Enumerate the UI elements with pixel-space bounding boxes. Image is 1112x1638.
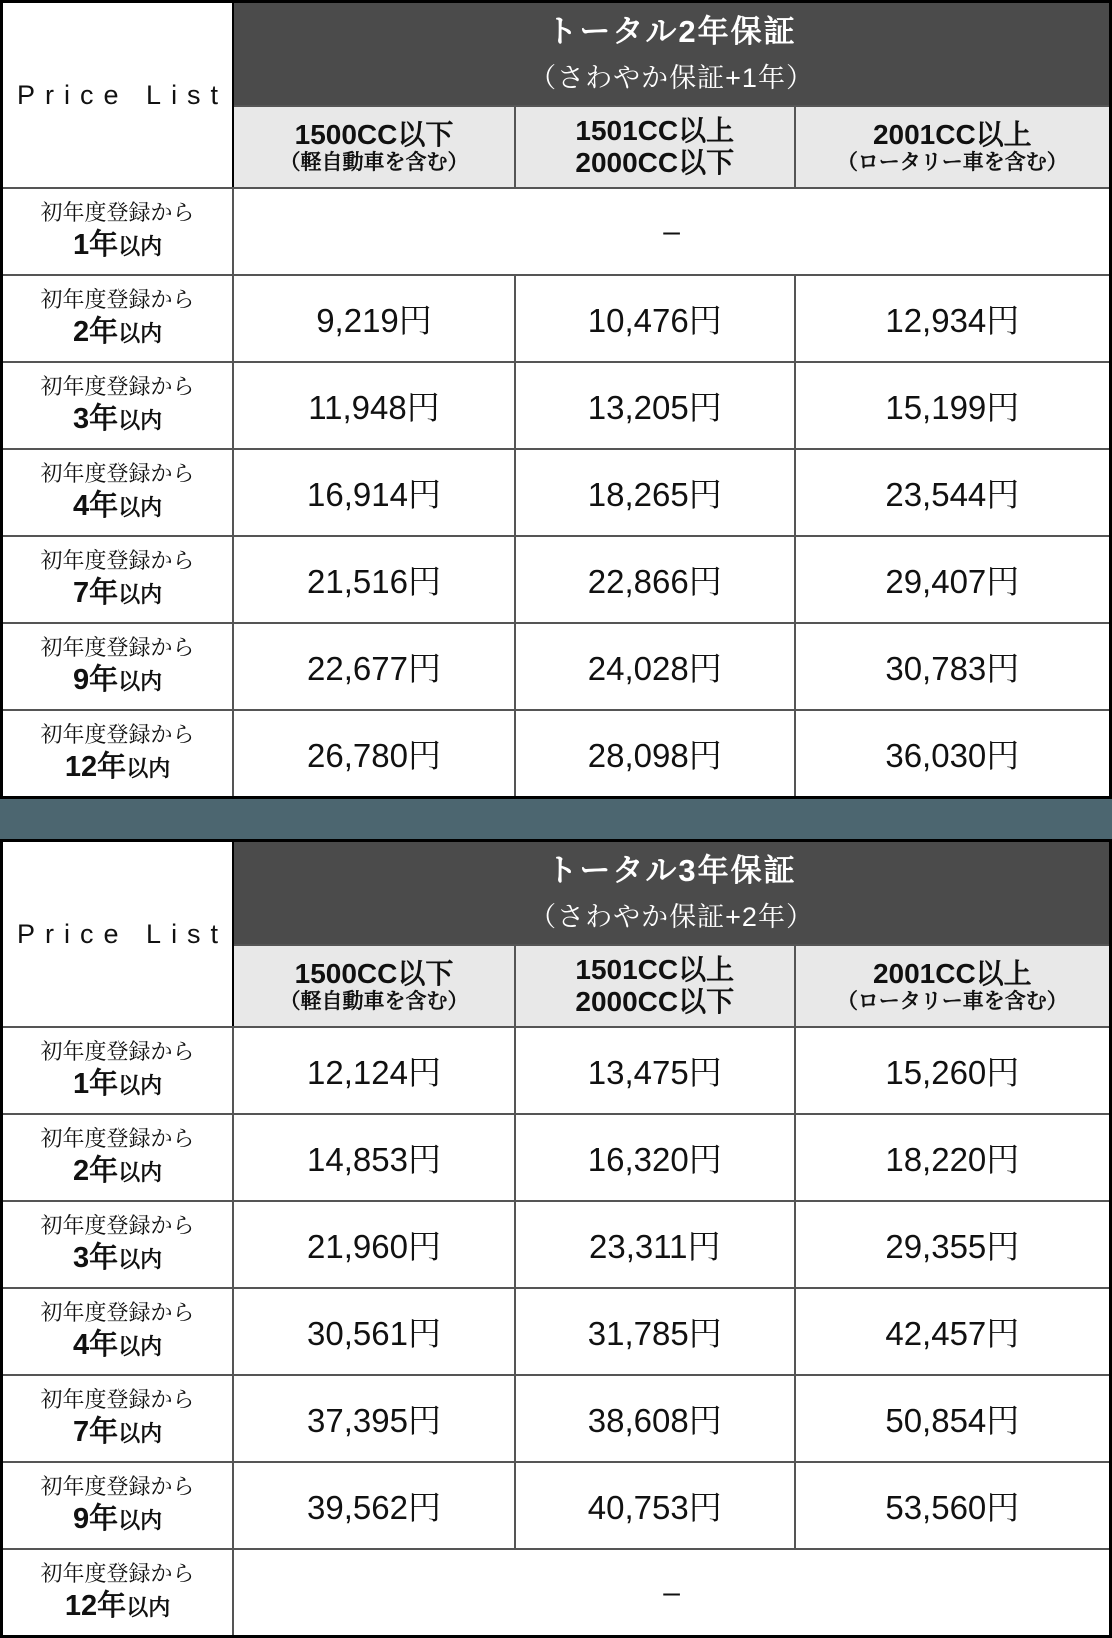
price-cell: 23,311円 [515, 1201, 795, 1288]
warranty-subtitle: （さわやか保証+1年） [529, 62, 814, 93]
price-cell: 16,914円 [233, 449, 515, 536]
empty-price-cell: – [233, 188, 1110, 275]
row-label-suffix: 以内 [118, 1246, 163, 1272]
table-row [2, 188, 1111, 275]
table-row [2, 1288, 1111, 1375]
row-label-prefix: 初年度登録から [40, 1213, 195, 1239]
price-cell: 12,124円 [233, 1027, 515, 1114]
column-header-sub: 2000CC以下 [575, 986, 735, 1017]
row-label-term: 4年 [72, 1328, 119, 1361]
warranty-table-3year-slot [0, 839, 1112, 1638]
price-list-label: Price List [2, 841, 234, 1028]
row-label-suffix: 以内 [118, 1159, 163, 1185]
price-cell: 15,260円 [795, 1027, 1111, 1114]
row-label [2, 362, 234, 449]
table-row [2, 1027, 1111, 1114]
row-label-term: 12年 [64, 750, 127, 783]
table-row [2, 623, 1111, 710]
table-row [2, 710, 1111, 798]
row-label [2, 1288, 234, 1375]
column-header-sub: （ロータリー車を含む） [836, 151, 1068, 175]
column-header-main: 1501CC以上 [575, 953, 735, 985]
column-header [795, 106, 1111, 188]
row-label-prefix: 初年度登録から [40, 374, 195, 400]
row-label-term: 3年 [72, 402, 119, 435]
row-label-period [3, 1502, 232, 1537]
separator-band [0, 799, 1112, 839]
row-label-prefix: 初年度登録から [40, 635, 195, 661]
row-label-prefix: 初年度登録から [40, 461, 195, 487]
row-label-term: 9年 [72, 1502, 119, 1535]
column-header-sub: （ロータリー車を含む） [836, 990, 1068, 1014]
warranty-title-cell [233, 2, 1110, 107]
price-cell: 28,098円 [515, 710, 795, 798]
row-label-prefix: 初年度登録から [40, 1039, 195, 1065]
row-label-suffix: 以内 [118, 1420, 163, 1446]
price-cell: 30,783円 [795, 623, 1111, 710]
column-header-main: 1500CC以下 [294, 118, 454, 150]
row-label [2, 1375, 234, 1462]
row-label [2, 1114, 234, 1201]
price-cell: 21,960円 [233, 1201, 515, 1288]
column-header [795, 945, 1111, 1027]
row-label-suffix: 以内 [118, 233, 163, 259]
price-cell: 13,475円 [515, 1027, 795, 1114]
row-label [2, 275, 234, 362]
row-label [2, 623, 234, 710]
row-label-prefix: 初年度登録から [40, 287, 195, 313]
row-label-term: 7年 [72, 1415, 119, 1448]
row-label-period [3, 1154, 232, 1189]
column-header-sub: （軽自動車を含む） [279, 990, 469, 1014]
price-cell: 12,934円 [795, 275, 1111, 362]
table-row [2, 449, 1111, 536]
price-cell: 40,753円 [515, 1462, 795, 1549]
row-label-prefix: 初年度登録から [40, 548, 195, 574]
price-cell: 30,561円 [233, 1288, 515, 1375]
table-row [2, 1375, 1111, 1462]
price-cell: 22,677円 [233, 623, 515, 710]
price-cell: 39,562円 [233, 1462, 515, 1549]
price-cell: 24,028円 [515, 623, 795, 710]
row-label-period [3, 1415, 232, 1450]
row-label-period [3, 663, 232, 698]
row-label-suffix: 以内 [126, 755, 171, 781]
row-label-suffix: 以内 [118, 1507, 163, 1533]
column-header-main: 1500CC以下 [294, 957, 454, 989]
table-row [2, 536, 1111, 623]
price-cell: 18,265円 [515, 449, 795, 536]
column-header [515, 945, 795, 1027]
column-header-main: 2001CC以上 [872, 118, 1032, 150]
row-label-prefix: 初年度登録から [40, 722, 195, 748]
price-cell: 22,866円 [515, 536, 795, 623]
price-cell: 23,544円 [795, 449, 1111, 536]
price-cell: 10,476円 [515, 275, 795, 362]
price-cell: 16,320円 [515, 1114, 795, 1201]
row-label-term: 2年 [72, 315, 119, 348]
row-label-prefix: 初年度登録から [40, 200, 195, 226]
warranty-title: トータル3年保証 [546, 853, 797, 889]
column-header-sub: （軽自動車を含む） [279, 151, 469, 175]
row-label-term: 4年 [72, 489, 119, 522]
row-label [2, 1027, 234, 1114]
table-row [2, 1201, 1111, 1288]
column-header-main: 1501CC以上 [575, 114, 735, 146]
row-label-period [3, 576, 232, 611]
row-label-period [3, 228, 232, 263]
row-label-period [3, 315, 232, 350]
row-label-suffix: 以内 [118, 407, 163, 433]
price-table [0, 0, 1112, 799]
column-header [515, 106, 795, 188]
row-label-suffix: 以内 [118, 1333, 163, 1359]
row-label-prefix: 初年度登録から [40, 1387, 195, 1413]
warranty-title-cell [233, 841, 1110, 946]
price-table [0, 839, 1112, 1638]
table-row [2, 1549, 1111, 1637]
price-cell: 26,780円 [233, 710, 515, 798]
price-cell: 14,853円 [233, 1114, 515, 1201]
row-label-term: 3年 [72, 1241, 119, 1274]
price-cell: 53,560円 [795, 1462, 1111, 1549]
price-cell: 18,220円 [795, 1114, 1111, 1201]
row-label-period [3, 750, 232, 785]
empty-price-cell: – [233, 1549, 1110, 1637]
row-label-period [3, 489, 232, 524]
row-label-suffix: 以内 [126, 1594, 171, 1620]
warranty-subtitle: （さわやか保証+2年） [529, 901, 814, 932]
row-label-suffix: 以内 [118, 494, 163, 520]
row-label-period [3, 1067, 232, 1102]
row-label-period [3, 402, 232, 437]
price-cell: 15,199円 [795, 362, 1111, 449]
row-label [2, 1549, 234, 1637]
row-label [2, 536, 234, 623]
column-header [233, 945, 515, 1027]
price-cell: 29,355円 [795, 1201, 1111, 1288]
row-label-prefix: 初年度登録から [40, 1561, 195, 1587]
row-label-period [3, 1589, 232, 1624]
column-header-main: 2001CC以上 [872, 957, 1032, 989]
row-label-period [3, 1328, 232, 1363]
row-label-prefix: 初年度登録から [40, 1474, 195, 1500]
column-header-sub: 2000CC以下 [575, 147, 735, 178]
table-row [2, 362, 1111, 449]
row-label-suffix: 以内 [118, 1072, 163, 1098]
row-label-suffix: 以内 [118, 668, 163, 694]
row-label [2, 710, 234, 798]
table-row [2, 1114, 1111, 1201]
column-header [233, 106, 515, 188]
row-label-term: 9年 [72, 663, 119, 696]
price-cell: 38,608円 [515, 1375, 795, 1462]
row-label [2, 449, 234, 536]
price-cell: 31,785円 [515, 1288, 795, 1375]
price-cell: 9,219円 [233, 275, 515, 362]
row-label-term: 12年 [64, 1589, 127, 1622]
price-cell: 13,205円 [515, 362, 795, 449]
warranty-title: トータル2年保証 [546, 14, 797, 50]
row-label [2, 1201, 234, 1288]
table-row [2, 1462, 1111, 1549]
row-label-term: 2年 [72, 1154, 119, 1187]
price-cell: 11,948円 [233, 362, 515, 449]
row-label [2, 1462, 234, 1549]
row-label-prefix: 初年度登録から [40, 1300, 195, 1326]
row-label-prefix: 初年度登録から [40, 1126, 195, 1152]
price-cell: 29,407円 [795, 536, 1111, 623]
row-label-term: 7年 [72, 576, 119, 609]
price-cell: 21,516円 [233, 536, 515, 623]
price-cell: 42,457円 [795, 1288, 1111, 1375]
price-cell: 36,030円 [795, 710, 1111, 798]
price-cell: 37,395円 [233, 1375, 515, 1462]
row-label-period [3, 1241, 232, 1276]
warranty-table-2year-slot [0, 0, 1112, 799]
price-list-label: Price List [2, 2, 234, 189]
row-label-suffix: 以内 [118, 581, 163, 607]
row-label-term: 1年 [72, 228, 119, 261]
price-cell: 50,854円 [795, 1375, 1111, 1462]
row-label-suffix: 以内 [118, 320, 163, 346]
table-row [2, 275, 1111, 362]
row-label [2, 188, 234, 275]
row-label-term: 1年 [72, 1067, 119, 1100]
